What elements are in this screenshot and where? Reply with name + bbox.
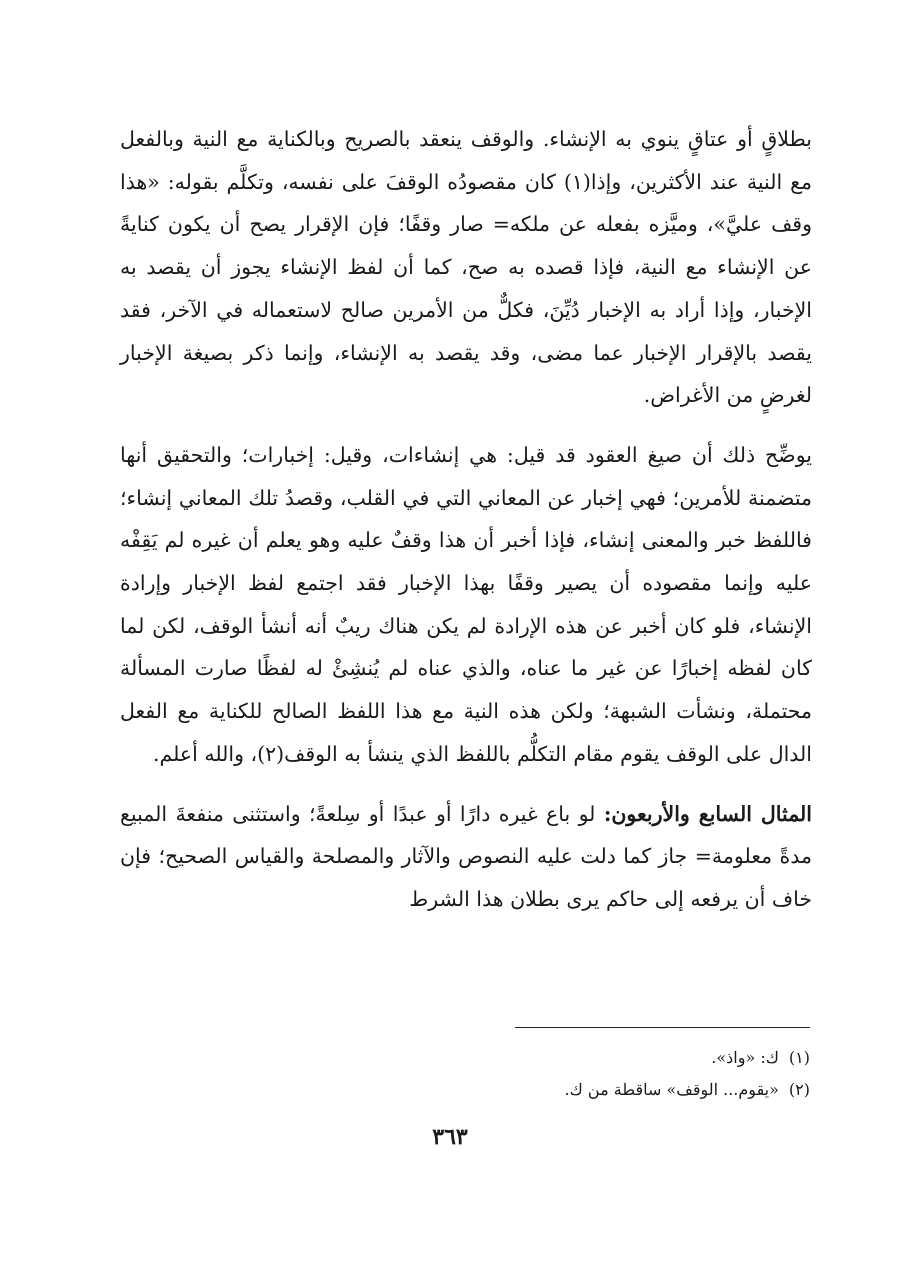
paragraph-2-text: يوضِّح ذلك أن صيغ العقود قد قيل: هي إنشاءات، وقيل: إخبارات؛ والتحقيق أنها متضمنة للأمرين؛ فهي إخبار عن المعاني التي في القلب، وقصدُ تلك المعاني إنشاء؛ فاللفظ خبر والمعنى إنشاء، فإذا أخبر أن هذا وقفٌ عليه وهو يعلم أن غيره لم يَقِفْه عليه وإنما مقصوده أن يصير وقفًا بهذا الإخبار فقد اجتمع لفظ الإخبار وإرادة الإنشاء، فلو كان أخبر عن هذه الإرادة لم يكن هناك ريبٌ أنه أنشأ الوقف، لكن لما كان لفظه إخبارًا عن غير ما عناه، والذي عناه لم يُنشِئْ له لفظًا صارت المسألة محتملة، ونشأت الشبهة؛ ولكن هذه النية مع هذا اللفظ الصالح للكناية مع الفعل الدال على الوقف يقوم مقام التكلُّم باللفظ الذي ينشأ به الوقف(٢)، والله أعلم. (120, 442, 812, 766)
footnote-1-text: ك: «واذ». (711, 1048, 779, 1067)
paragraph-3 (120, 793, 812, 921)
paragraph-1 (120, 118, 812, 417)
footnote-1 (290, 1042, 810, 1074)
paragraph-2 (120, 434, 812, 776)
footnote-2-text: «يقوم... الوقف» ساقطة من ك. (564, 1080, 779, 1099)
paragraph-1-text: بطلاقٍ أو عتاقٍ ينوي به الإنشاء. والوقف ينعقد بالصريح وبالكناية مع النية وبالفعل مع النية عند الأكثرين، وإذا(١) كان مقصودُه الوقفَ على نفسه، وتكلَّم بقوله: «هذا وقف عليَّ»، وميَّزه بفعله عن ملكه= صار وقفًا؛ فإن الإقرار يصح أن يكون كنايةً عن الإنشاء مع النية، فإذا قصده به صح، كما أن لفظ الإنشاء يجوز أن يقصد به الإخبار، وإذا أراد به الإخبار دُيِّنَ، فكلٌّ من الأمرين صالح لاستعماله في الآخر، فقد يقصد بالإقرار الإخبار عما مضى، وقد يقصد به الإنشاء، وإنما ذكر بصيغة الإخبار لغرضٍ من الأغراض. (120, 127, 812, 408)
paragraph-3-lead: المثال السابع والأربعون: (603, 801, 812, 826)
footnote-2-number: (٢) (788, 1080, 810, 1099)
paragraph-3-text: لو باع غيره دارًا أو عبدًا أو سِلعةً؛ واستثنى منفعةَ المبيع مدةً معلومة= جاز كما دلت عليه النصوص والآثار والمصلحة والقياس الصحيح؛ فإن خاف أن يرفعه إلى حاكم يرى بطلان هذا الشرط (120, 801, 812, 911)
footnote-divider (515, 1027, 810, 1028)
main-text (120, 118, 812, 921)
footnotes (290, 1042, 810, 1106)
page-number: ٣٦٣ (432, 1124, 468, 1150)
footnote-2 (290, 1074, 810, 1106)
footnote-1-number: (١) (788, 1048, 810, 1067)
